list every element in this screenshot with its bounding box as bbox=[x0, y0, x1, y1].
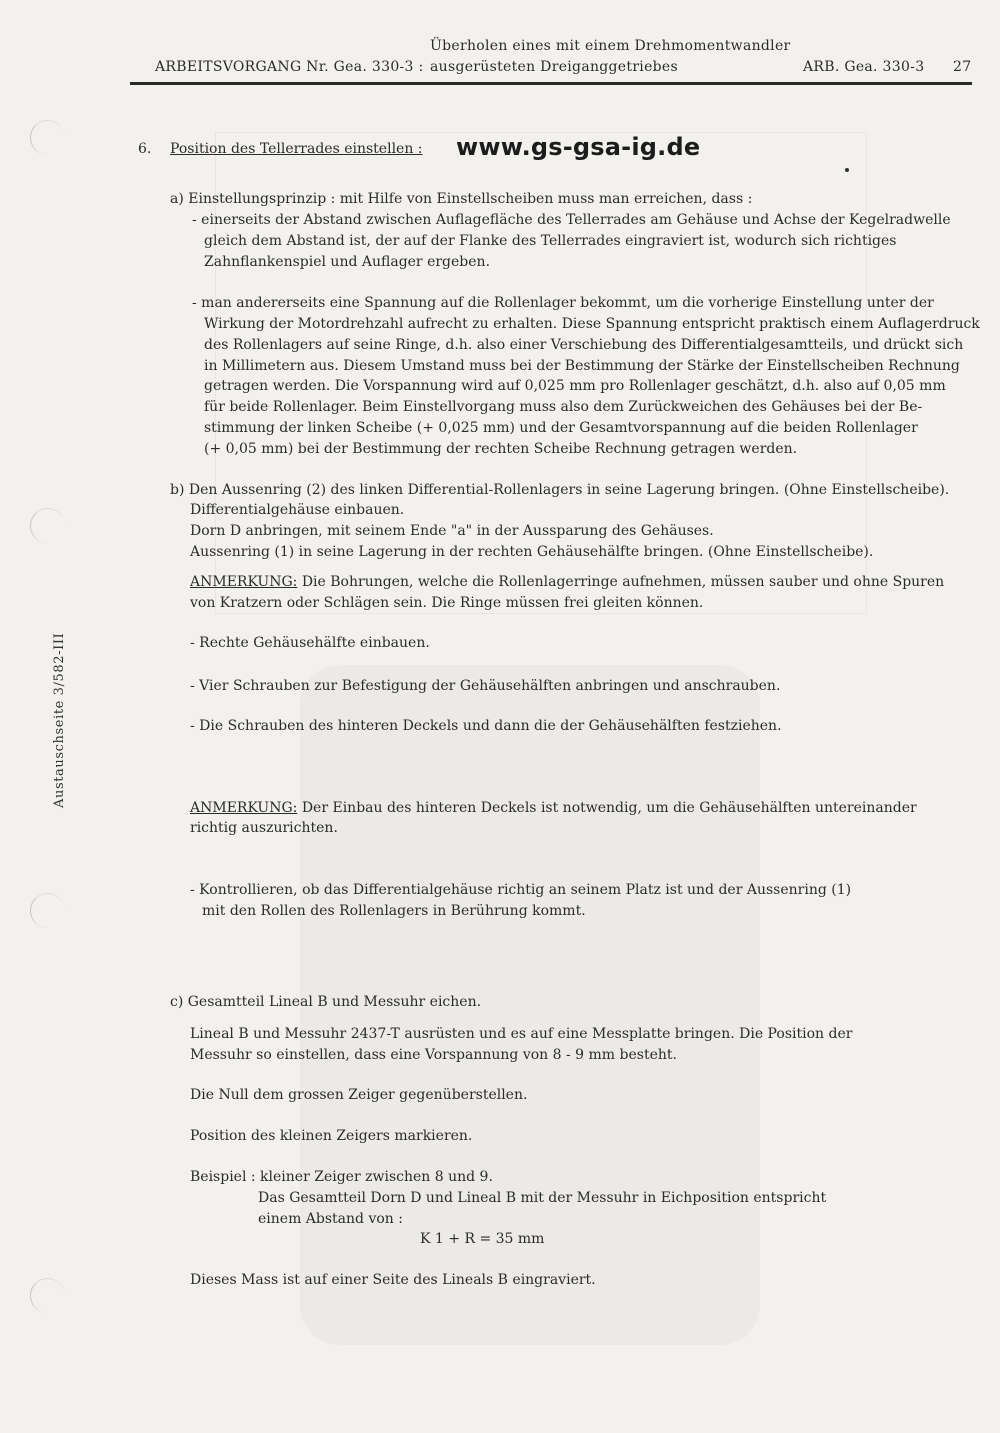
stray-dot bbox=[845, 168, 849, 172]
item-c-para1-line2: Messuhr so einstellen, dass eine Vorspannung von 8 - 9 mm besteht. bbox=[190, 1047, 677, 1063]
section-number: 6. bbox=[138, 141, 152, 157]
item-a-para1-line2: gleich dem Abstand ist, der auf der Flanke des Tellerrades eingraviert ist, wodurch sich richtiges bbox=[204, 233, 897, 249]
item-c-example-line3: einem Abstand von : bbox=[258, 1211, 403, 1227]
step-right-housing: - Rechte Gehäusehälfte einbauen. bbox=[190, 635, 430, 651]
item-a-para1-line1: - einerseits der Abstand zwischen Auflagefläche des Tellerrades am Gehäuse und Achse der Kegelradwelle bbox=[192, 212, 951, 228]
header-title-line-2: ausgerüsteten Dreiganggetriebes bbox=[430, 59, 679, 75]
item-c-formula: K 1 + R = 35 mm bbox=[420, 1231, 545, 1247]
item-a-para2-line5: getragen werden. Die Vorspannung wird auf 0,025 mm pro Rollenlager geschätzt, d.h. also auf 0,05 mm bbox=[204, 378, 946, 394]
item-a-para1-line3: Zahnflankenspiel und Auflager ergeben. bbox=[204, 254, 491, 270]
item-b-line1: b) Den Aussenring (2) des linken Differential-Rollenlagers in seine Lagerung bringen. (Ohne Einstellscheibe). bbox=[170, 482, 950, 498]
note-label: ANMERKUNG: bbox=[190, 574, 298, 590]
punch-hole-2 bbox=[30, 508, 65, 543]
item-b-line2: Differentialgehäuse einbauen. bbox=[190, 502, 405, 518]
punch-hole-4 bbox=[30, 1278, 65, 1313]
note-text-1: Die Bohrungen, welche die Rollenlagerringe aufnehmen, müssen sauber und ohne Spuren bbox=[297, 574, 945, 590]
note-text-2: Der Einbau des hinteren Deckels ist notwendig, um die Gehäusehälften untereinander bbox=[297, 800, 917, 816]
item-a-para2-line1: - man andererseits eine Spannung auf die Rollenlager bekommt, um die vorherige Einstellung unter der bbox=[192, 295, 934, 311]
header-page-number: 27 bbox=[953, 59, 972, 75]
item-a-para2-line2: Wirkung der Motordrehzahl aufrecht zu erhalten. Diese Spannung entspricht praktisch einem Auflagerdruck bbox=[204, 316, 980, 332]
item-c-para1-line1: Lineal B und Messuhr 2437-T ausrüsten und es auf eine Messplatte bringen. Die Position der bbox=[190, 1026, 853, 1042]
item-a-para2-line7: stimmung der linken Scheibe (+ 0,025 mm) und der Gesamtvorspannung auf die beiden Rollenlager bbox=[204, 420, 918, 436]
item-c-small-pointer: Position des kleinen Zeigers markieren. bbox=[190, 1128, 473, 1144]
item-b-line3: Dorn D anbringen, mit seinem Ende "a" in der Aussparung des Gehäuses. bbox=[190, 523, 714, 539]
item-a-para2-line3: des Rollenlagers auf seine Ringe, d.h. also einer Verschiebung des Differentialgesamtteils, und drückt sich bbox=[204, 337, 964, 353]
item-c-example-line1: Beispiel : kleiner Zeiger zwischen 8 und 9. bbox=[190, 1169, 493, 1185]
step-tighten-screws: - Die Schrauben des hinteren Deckels und dann die der Gehäusehälften festziehen. bbox=[190, 718, 782, 734]
item-c-zero: Die Null dem grossen Zeiger gegenüberstellen. bbox=[190, 1087, 528, 1103]
item-a-para2-line8: (+ 0,05 mm) bei der Bestimmung der rechten Scheibe Rechnung getragen werden. bbox=[204, 441, 798, 457]
header-rule bbox=[130, 82, 972, 85]
step-check-line2: mit den Rollen des Rollenlagers in Berührung kommt. bbox=[202, 903, 586, 919]
item-c-engraved: Dieses Mass ist auf einer Seite des Lineals B eingraviert. bbox=[190, 1272, 596, 1288]
section-title: Position des Tellerrades einstellen : bbox=[170, 141, 423, 157]
note-label-2: ANMERKUNG: bbox=[190, 800, 298, 816]
step-check-line1: - Kontrollieren, ob das Differentialgehäuse richtig an seinem Platz ist und der Aussenring (1) bbox=[190, 882, 852, 898]
item-b-note1-line2: von Kratzern oder Schlägen sein. Die Ringe müssen frei gleiten können. bbox=[190, 595, 704, 611]
item-b-line4: Aussenring (1) in seine Lagerung in der rechten Gehäusehälfte bringen. (Ohne Einstellscheibe). bbox=[190, 544, 874, 560]
item-b-note1 bbox=[190, 572, 944, 593]
item-c-heading: c) Gesamtteil Lineal B und Messuhr eichen. bbox=[170, 994, 482, 1010]
item-a-para2-line4: in Millimetern aus. Diesem Umstand muss bei der Bestimmung der Stärke der Einstellscheiben Rechnung bbox=[204, 358, 960, 374]
item-a-para2-line6: für beide Rollenlager. Beim Einstellvorgang muss also dem Zurückweichen des Gehäuses bei der Be- bbox=[204, 399, 923, 415]
header-title-line-1: Überholen eines mit einem Drehmomentwandler bbox=[430, 38, 791, 54]
header-operation-label: ARBEITSVORGANG Nr. Gea. 330-3 : bbox=[155, 59, 424, 75]
item-a-intro: a) Einstellungsprinzip : mit Hilfe von Einstellscheiben muss man erreichen, dass : bbox=[170, 191, 753, 207]
side-margin-label: Austauschseite 3/582-III bbox=[52, 632, 67, 808]
item-b-note2-line2: richtig auszurichten. bbox=[190, 820, 338, 836]
watermark-url: www.gs-gsa-ig.de bbox=[456, 133, 701, 161]
step-four-screws: - Vier Schrauben zur Befestigung der Gehäusehälften anbringen und anschrauben. bbox=[190, 678, 781, 694]
header-operation-right: ARB. Gea. 330-3 bbox=[803, 59, 925, 75]
punch-hole-1 bbox=[30, 120, 65, 155]
item-b-note2 bbox=[190, 798, 917, 819]
punch-hole-3 bbox=[30, 893, 65, 928]
item-c-example-line2: Das Gesamtteil Dorn D und Lineal B mit der Messuhr in Eichposition entspricht bbox=[258, 1190, 827, 1206]
